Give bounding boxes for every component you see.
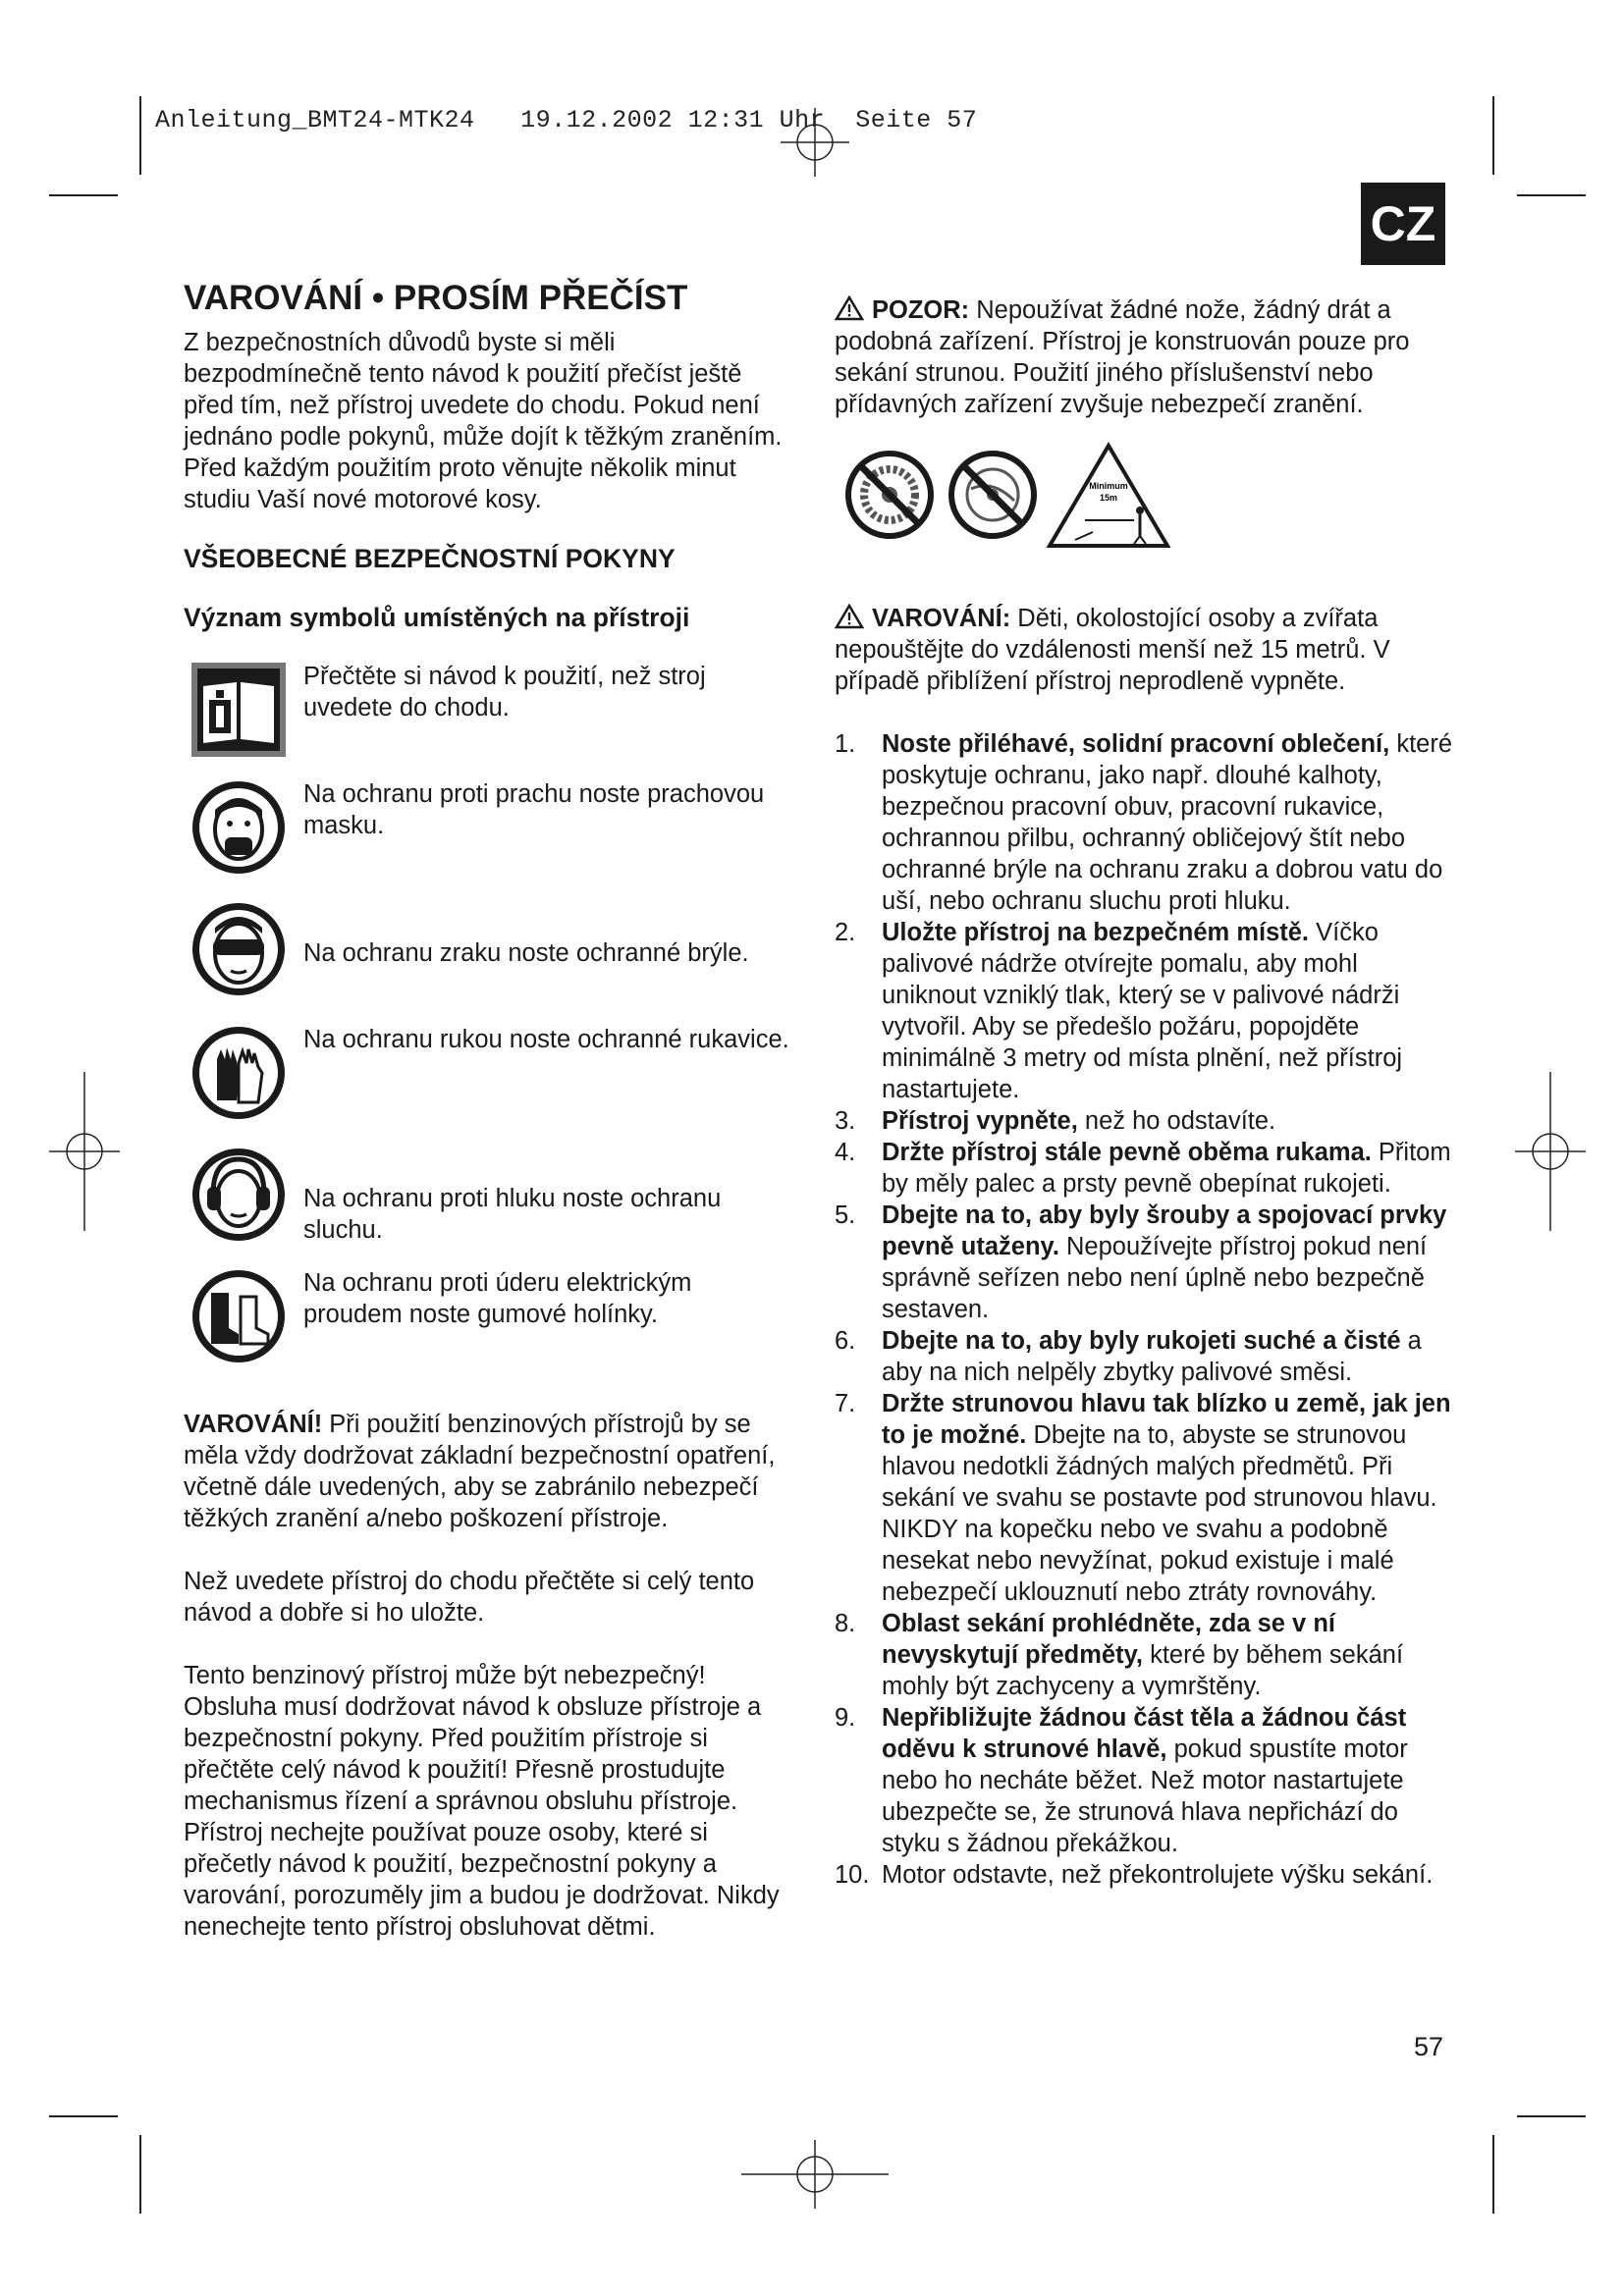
caution-text: Nepoužívat žádné nože, žádný drát a podobná zařízení. Přístroj je konstruován pouze pro sekání strunou. Použití jiného příslušenství nebo přídavných zařízení zvyšuje nebezpečí zranění. <box>835 296 1410 418</box>
gloves-icon <box>189 1024 288 1122</box>
page-number: 57 <box>1414 2032 1444 2061</box>
no-blade-icon <box>844 450 935 540</box>
warning-text: Při použití benzinových přístrojů by se měla vždy dodržovat základní bezpečnostní opatření, včetně dále uvedených, aby se zabránilo nebezpečí těžkých zranění a/nebo poškození přístroje. <box>184 1411 776 1532</box>
warning-label: VAROVÁNÍ: <box>872 605 1011 632</box>
symbol-text: Na ochranu proti hluku noste ochranu sluchu. <box>303 1185 722 1244</box>
warning-paragraph <box>184 1409 792 1534</box>
item-text: a aby na nich nelpěly zbytky palivové směsi. <box>882 1327 1422 1386</box>
slug-uhr: Uhr <box>779 106 826 134</box>
caution-paragraph <box>835 294 1453 420</box>
warning-text: Děti, okolostojící osoby a zvířata nepouštějte do vzdálenosti menší než 15 metrů. V případě přiblížení přístroj neprodleně vypněte. <box>835 605 1390 695</box>
symbol-text: Na ochranu proti úderu elektrickým proudem noste gumové holínky. <box>303 1269 692 1328</box>
item-bold: Dbejte na to, aby byly rukojeti suché a čisté <box>882 1327 1401 1355</box>
no-wire-icon <box>947 450 1038 540</box>
intro-paragraph: Z bezpečnostních důvodů byste si měli bezpodmínečně tento návod k použití přečíst ještě před tím, než přístroj uvedete do chodu. Pokud není jednáno podle pokynů, může dojít k těžkým zraněním. Před každým použitím proto věnujte několik minut studiu Vaší nové motorové kosy. <box>184 329 783 513</box>
list-item <box>835 1325 1453 1388</box>
ear-protection-icon <box>189 1146 288 1244</box>
language-badge: CZ <box>1361 183 1445 265</box>
item-bold: Přístroj vypněte, <box>882 1107 1078 1135</box>
item-text: Přitom by měly palec a prsty pevně obepínat rukojeti. <box>882 1139 1451 1198</box>
manual-icon <box>189 661 288 759</box>
item-bold: Uložte přístroj na bezpečném místě. <box>882 919 1310 946</box>
min-label: Minimum <box>1089 481 1128 491</box>
prohibition-icons <box>835 442 1453 560</box>
warning-label: VAROVÁNÍ! <box>184 1411 323 1438</box>
item-text: které poskytuje ochranu, jako např. dlouhé kalhoty, bezpečnou pracovní obuv, pracovní rukavice, ochrannou přilbu, ochranný obličejový štít nebo ochranné brýle na ochranu zraku a dobrou vatu do uší, nebo ochranu sluchu proti hluku. <box>882 730 1453 915</box>
min-distance: 15m <box>1099 493 1118 503</box>
item-number: 5. <box>835 1201 856 1229</box>
registration-mark-right <box>1515 1072 1586 1231</box>
caution-label: POZOR: <box>872 296 970 324</box>
item-number: 4. <box>835 1139 856 1166</box>
crop-mark <box>1517 2115 1586 2117</box>
print-slug <box>155 106 977 134</box>
item-bold: Oblast sekání prohlédněte, zda se v ní nevyskytují předměty, <box>882 1610 1335 1669</box>
item-number: 9. <box>835 1704 856 1732</box>
list-item <box>835 728 1453 917</box>
slug-time: 12:31 <box>687 106 765 134</box>
item-number: 1. <box>835 730 856 758</box>
slug-file: Anleitung_BMT24-MTK24 <box>155 106 475 134</box>
item-bold: Držte přístroj stále pevně oběma rukama. <box>882 1139 1372 1166</box>
children-warning <box>835 603 1453 697</box>
list-item <box>835 1200 1453 1325</box>
item-bold: Držte strunovou hlavu tak blízko u země, jak jen to je možné. <box>882 1390 1451 1449</box>
slug-date: 19.12.2002 <box>520 106 674 134</box>
crop-mark <box>1517 194 1586 196</box>
item-bold: Nepřibližujte žádnou část těla a žádnou část oděvu k strunové hlavě, <box>882 1704 1407 1763</box>
list-item <box>835 917 1453 1105</box>
registration-mark-left <box>49 1072 120 1231</box>
list-item <box>835 1608 1453 1702</box>
item-number: 7. <box>835 1390 856 1417</box>
symbols-heading: Význam symbolů umístěných na přístroji <box>184 603 690 632</box>
list-item <box>835 1859 1453 1891</box>
list-item <box>835 1137 1453 1200</box>
symbols-list <box>184 633 792 1409</box>
item-text: Dbejte na to, abyste se strunovou hlavou nedotkli žádných malých předmětů. Při sekání ve svahu se postavte pod strunovou hlavu. NIKDY na kopečku nebo ve svahu a podobně nesekat nebo nevyžínat, pokud existuje i malé nebezpečí uklouznutí nebo ztráty rovnováhy. <box>882 1421 1437 1606</box>
crop-mark <box>49 194 118 196</box>
read-manual-paragraph: Než uvedete přístroj do chodu přečtěte si celý tento návod a dobře si ho uložte. <box>184 1568 755 1627</box>
item-bold: Dbejte na to, aby byly šrouby a spojovací prvky pevně utaženy. <box>882 1201 1447 1260</box>
right-column <box>835 294 1453 1891</box>
list-item <box>835 1702 1453 1859</box>
registration-mark-bottom <box>741 2140 889 2209</box>
symbol-text: Na ochranu rukou noste ochranné rukavice. <box>303 1026 789 1053</box>
list-item <box>835 1388 1453 1608</box>
crop-mark <box>1492 2135 1494 2214</box>
item-text: pokud spustíte motor nebo ho necháte běžet. Než motor nastartujete ubezpečte se, že strunová hlava nepřichází do styku s žádnou překážkou. <box>882 1735 1408 1857</box>
crop-mark <box>139 2135 141 2214</box>
safety-rules-list <box>835 728 1453 1891</box>
goggles-icon <box>189 900 288 998</box>
item-number: 6. <box>835 1327 856 1355</box>
boots-icon <box>189 1267 288 1365</box>
crop-mark <box>49 2115 118 2117</box>
dust-mask-icon <box>189 778 288 877</box>
warning-triangle-icon <box>835 295 864 321</box>
item-number: 3. <box>835 1107 856 1135</box>
symbol-text: Přečtěte si návod k použití, než stroj uvedete do chodu. <box>303 663 706 721</box>
minimum-distance-icon <box>1046 442 1171 550</box>
item-text: Motor odstavte, než překontrolujete výšku sekání. <box>882 1861 1434 1889</box>
danger-paragraph: Tento benzinový přístroj může být nebezpečný! Obsluha musí dodržovat návod k obsluze přístroje a bezpečnostní pokyny. Před použitím přístroje si přečtěte celý návod k použití! Přesně prostudujte mechanismus řízení a správnou obsluhu přístroje. Přístroj nechejte používat pouze osoby, které si přečetly návod k použití, bezpečnostní pokyny a varování, porozuměly jim a budou je dodržovat. Nikdy nenechejte tento přístroj obsluhovat dětmi. <box>184 1662 780 1941</box>
symbol-text: Na ochranu zraku noste ochranné brýle. <box>303 939 749 967</box>
item-number: 10. <box>835 1861 870 1889</box>
general-heading: VŠEOBECNÉ BEZPEČNOSTNÍ POKYNY <box>184 544 676 573</box>
left-column <box>184 278 792 1943</box>
item-text: které by během sekání mohly být zachyceny a vymrštěny. <box>882 1641 1404 1700</box>
item-number: 2. <box>835 919 856 946</box>
item-bold: Noste přiléhavé, solidní pracovní oblečení, <box>882 730 1390 758</box>
page-title: VAROVÁNÍ • PROSÍM PŘEČÍST <box>184 279 688 317</box>
warning-triangle-icon <box>835 604 864 629</box>
symbol-text: Na ochranu proti prachu noste prachovou masku. <box>303 780 765 839</box>
crop-mark <box>139 96 141 175</box>
item-text: Nepoužívejte přístroj pokud není správně seřízen nebo není úplně nebo bezpečně sestaven. <box>882 1233 1428 1323</box>
item-text: Víčko palivové nádrže otvírejte pomalu, aby mohl uniknout vzniklý tlak, který se v palivové nádrži vytvořil. Aby se předešlo požáru, popojděte minimálně 3 metry od místa plnění, než přístroj nastartujete. <box>882 919 1403 1103</box>
list-item <box>835 1105 1453 1137</box>
item-text: než ho odstavíte. <box>1077 1107 1276 1135</box>
crop-mark <box>1492 96 1494 175</box>
item-number: 8. <box>835 1610 856 1637</box>
slug-page: Seite 57 <box>855 106 978 134</box>
